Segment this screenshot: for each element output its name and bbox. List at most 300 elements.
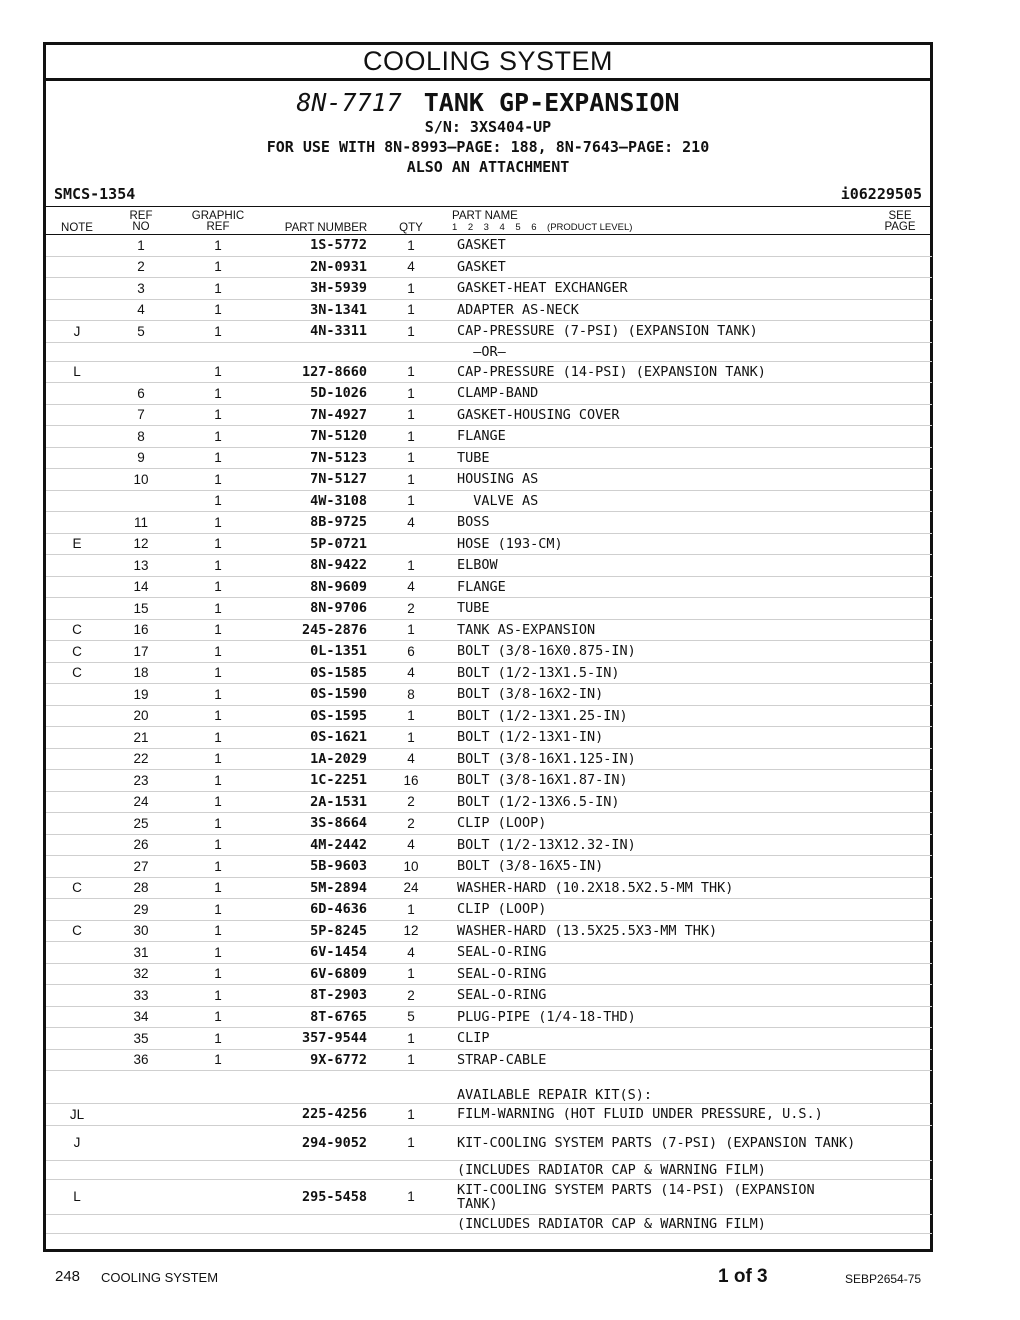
qty-cell: 4 [367,748,455,770]
see-page-cell [862,1006,932,1028]
qty-cell: 1 [367,447,455,469]
see-page-cell [862,555,932,577]
ref-no-cell: 17 [108,641,174,663]
part-name-cell: AVAILABLE REPAIR KIT(S): [455,1071,862,1104]
note-cell [46,598,108,620]
part-number-cell: 4M-2442 [262,834,367,856]
see-page-cell [862,447,932,469]
part-number-cell: 225-4256 [262,1104,367,1126]
ref-no-cell [108,490,174,512]
note-cell [46,856,108,878]
table-row [46,342,932,361]
part-number-cell: 3S-8664 [262,813,367,835]
qty-cell: 1 [367,278,455,300]
part-name-cell: BOLT (3/8-16X1.87-IN) [455,770,862,792]
see-page-cell [862,1179,932,1214]
qty-cell: 8 [367,684,455,706]
ref-no-cell: 4 [108,299,174,321]
note-cell [46,770,108,792]
part-number-cell: 294-9052 [262,1125,367,1160]
qty-cell: 1 [367,321,455,343]
section-title: COOLING SYSTEM [46,45,930,81]
table-row [46,791,932,813]
ref-no-cell [108,1179,174,1214]
table-row [46,727,932,749]
graphic-ref-cell: 1 [174,963,262,985]
ref-no-cell: 36 [108,1049,174,1071]
note-cell [46,278,108,300]
part-name-cell: HOUSING AS [455,469,862,491]
part-number-cell: 8N-9609 [262,576,367,598]
graphic-ref-cell: 1 [174,813,262,835]
part-name-cell: CLIP (LOOP) [455,899,862,921]
see-page-cell [862,1104,932,1126]
part-name-cell: SEAL-O-RING [455,963,862,985]
see-page-cell [862,662,932,684]
part-name-cell: PLUG-PIPE (1/4-18-THD) [455,1006,862,1028]
part-name-cell: ELBOW [455,555,862,577]
ref-no-cell: 30 [108,920,174,942]
see-page-cell [862,1214,932,1233]
part-number-cell: 5D-1026 [262,383,367,405]
part-name-cell: BOLT (1/2-13X6.5-IN) [455,791,862,813]
serial-range: S/N: 3XS404-UP [424,118,552,136]
see-page-cell [862,383,932,405]
note-cell [46,705,108,727]
table-row [46,555,932,577]
graphic-ref-cell: 1 [174,555,262,577]
graphic-ref-cell: 1 [174,1006,262,1028]
note-cell [46,834,108,856]
ref-no-cell: 26 [108,834,174,856]
see-page-cell [862,1160,932,1179]
see-page-cell [862,619,932,641]
ref-no-cell: 22 [108,748,174,770]
qty-cell: 1 [367,1104,455,1126]
part-name-cell: GASKET-HOUSING COVER [455,404,862,426]
footer-doc-id: SEBP2654-75 [845,1272,922,1286]
attachment-note: ALSO AN ATTACHMENT [406,158,570,176]
ref-no-cell: 20 [108,705,174,727]
see-page-cell [862,512,932,534]
graphic-ref-cell: 1 [174,533,262,555]
ref-no-cell [108,1214,174,1233]
see-page-cell [862,877,932,899]
table-row [46,235,932,256]
note-cell [46,748,108,770]
graphic-ref-cell: 1 [174,256,262,278]
note-cell [46,985,108,1007]
table-row [46,1049,932,1071]
part-name-cell: SEAL-O-RING [455,942,862,964]
ref-no-cell [108,1160,174,1179]
see-page-cell [862,469,932,491]
note-cell: E [46,533,108,555]
part-number-cell: 127-8660 [262,361,367,383]
graphic-ref-cell [174,1071,262,1104]
note-cell [46,791,108,813]
note-cell [46,469,108,491]
graphic-ref-cell: 1 [174,899,262,921]
note-cell [46,963,108,985]
graphic-ref-cell: 1 [174,404,262,426]
graphic-ref-cell: 1 [174,278,262,300]
part-name-cell: SEAL-O-RING [455,985,862,1007]
qty-cell: 1 [367,490,455,512]
graphic-ref-cell: 1 [174,662,262,684]
ref-no-cell [108,1125,174,1160]
graphic-ref-cell: 1 [174,383,262,405]
qty-cell: 2 [367,985,455,1007]
graphic-ref-cell: 1 [174,1028,262,1050]
graphic-ref-cell: 1 [174,920,262,942]
graphic-ref-cell [174,1104,262,1126]
part-name-cell: GASKET [455,256,862,278]
see-page-cell [862,235,932,256]
qty-cell: 1 [367,705,455,727]
table-row [46,920,932,942]
qty-cell: 4 [367,834,455,856]
table-row [46,598,932,620]
ref-no-cell: 31 [108,942,174,964]
group-part-number: 8N-7717 [296,88,402,117]
graphic-ref-cell: 1 [174,619,262,641]
ref-no-cell: 28 [108,877,174,899]
note-cell: C [46,662,108,684]
graphic-ref-cell: 1 [174,576,262,598]
part-number-cell: 357-9544 [262,1028,367,1050]
note-cell [46,1049,108,1071]
ref-no-cell: 15 [108,598,174,620]
ref-no-cell: 6 [108,383,174,405]
graphic-ref-cell [174,1160,262,1179]
table-row [46,321,932,343]
group-title [46,89,930,117]
note-cell [46,299,108,321]
footer-page-of: 1 of 3 [718,1266,768,1287]
col-header-part-number: PART NUMBER [284,222,368,234]
qty-cell: 12 [367,920,455,942]
ref-no-cell: 33 [108,985,174,1007]
qty-cell: 24 [367,877,455,899]
table-row [46,1071,932,1104]
graphic-ref-cell: 1 [174,985,262,1007]
part-number-cell: 3H-5939 [262,278,367,300]
note-cell [46,727,108,749]
qty-cell: 2 [367,813,455,835]
ref-no-cell: 27 [108,856,174,878]
ref-no-cell: 18 [108,662,174,684]
see-page-cell [862,813,932,835]
col-header-part-name: PART NAME 1 2 3 4 5 6 (PRODUCT LEVEL) [452,210,633,233]
graphic-ref-cell: 1 [174,1049,262,1071]
part-number-cell [262,1071,367,1104]
part-name-cell: CAP-PRESSURE (7-PSI) (EXPANSION TANK) [455,321,862,343]
ref-no-cell [108,1104,174,1126]
ref-no-cell: 10 [108,469,174,491]
qty-cell: 1 [367,299,455,321]
qty-cell: 2 [367,598,455,620]
see-page-cell [862,256,932,278]
note-cell [46,555,108,577]
note-cell: J [46,321,108,343]
table-row [46,705,932,727]
note-cell [46,426,108,448]
part-name-cell: WASHER-HARD (10.2X18.5X2.5-MM THK) [455,877,862,899]
part-number-cell: 7N-5120 [262,426,367,448]
see-page-cell [862,1028,932,1050]
part-number-cell: 3N-1341 [262,299,367,321]
table-row [46,278,932,300]
see-page-cell [862,641,932,663]
part-number-cell: 8T-2903 [262,985,367,1007]
ref-no-cell: 11 [108,512,174,534]
graphic-ref-cell: 1 [174,641,262,663]
table-row [46,447,932,469]
table-row [46,662,932,684]
see-page-cell [862,278,932,300]
note-cell [46,576,108,598]
part-number-cell: 8N-9706 [262,598,367,620]
part-name-cell: BOLT (1/2-13X1-IN) [455,727,862,749]
graphic-ref-cell: 1 [174,791,262,813]
graphic-ref-cell: 1 [174,684,262,706]
part-name-cell: VALVE AS [455,490,862,512]
part-name-cell: GASKET-HEAT EXCHANGER [455,278,862,300]
qty-cell: 2 [367,791,455,813]
note-cell [46,512,108,534]
part-name-cell: CLIP (LOOP) [455,813,862,835]
note-cell [46,684,108,706]
see-page-cell [862,856,932,878]
ref-no-cell: 9 [108,447,174,469]
qty-cell: 5 [367,1006,455,1028]
part-number-cell: 295-5458 [262,1179,367,1214]
graphic-ref-cell: 1 [174,447,262,469]
part-number-cell: 8B-9725 [262,512,367,534]
graphic-ref-cell: 1 [174,877,262,899]
table-row [46,856,932,878]
table-row [46,1214,932,1233]
table-row [46,1104,932,1126]
ref-no-cell [108,1071,174,1104]
note-cell [46,942,108,964]
ref-no-cell: 35 [108,1028,174,1050]
qty-cell: 4 [367,942,455,964]
see-page-cell [862,748,932,770]
ref-no-cell: 14 [108,576,174,598]
qty-cell: 1 [367,899,455,921]
part-name-cell: CLAMP-BAND [455,383,862,405]
table-row [46,383,932,405]
footer-section: COOLING SYSTEM [101,1270,219,1285]
graphic-ref-cell: 1 [174,361,262,383]
header-rule [46,206,930,207]
table-row [46,770,932,792]
table-row [46,748,932,770]
qty-cell [367,533,455,555]
ref-no-cell: 29 [108,899,174,921]
graphic-ref-cell: 1 [174,834,262,856]
see-page-cell [862,598,932,620]
part-name-cell: BOLT (3/8-16X2-IN) [455,684,862,706]
note-cell: J [46,1125,108,1160]
col-header-see-page: SEE PAGE [884,210,916,233]
smcs-code: SMCS-1354 [54,185,136,203]
graphic-ref-cell: 1 [174,235,262,256]
table-row [46,490,932,512]
table-row [46,877,932,899]
note-cell: C [46,920,108,942]
see-page-cell [862,770,932,792]
part-number-cell: 7N-5127 [262,469,367,491]
see-page-cell [862,490,932,512]
note-cell [46,899,108,921]
part-name-cell: (INCLUDES RADIATOR CAP & WARNING FILM) [455,1160,862,1179]
qty-cell: 1 [367,1179,455,1214]
ref-no-cell: 23 [108,770,174,792]
see-page-cell [862,361,932,383]
qty-cell: 10 [367,856,455,878]
part-name-cell: BOLT (1/2-13X12.32-IN) [455,834,862,856]
ref-no-cell: 19 [108,684,174,706]
see-page-cell [862,705,932,727]
qty-cell: 1 [367,1049,455,1071]
see-page-cell [862,321,932,343]
ref-no-cell: 8 [108,426,174,448]
graphic-ref-cell: 1 [174,490,262,512]
graphic-ref-cell: 1 [174,942,262,964]
qty-cell: 1 [367,727,455,749]
ref-no-cell: 13 [108,555,174,577]
see-page-cell [862,1071,932,1104]
part-number-cell: 5M-2894 [262,877,367,899]
table-row [46,942,932,964]
qty-cell: 6 [367,641,455,663]
ref-no-cell: 21 [108,727,174,749]
note-cell [46,1006,108,1028]
see-page-cell [862,533,932,555]
table-row [46,834,932,856]
part-name-cell: TANK AS-EXPANSION [455,619,862,641]
table-row [46,576,932,598]
illustration-id: i06229505 [840,185,922,203]
ref-no-cell: 32 [108,963,174,985]
graphic-ref-cell: 1 [174,321,262,343]
note-cell [46,447,108,469]
part-number-cell: 4W-3108 [262,490,367,512]
col-header-qty: QTY [399,222,423,234]
note-cell [46,1071,108,1104]
part-number-cell [262,342,367,361]
ref-no-cell [108,361,174,383]
see-page-cell [862,1049,932,1071]
table-row [46,619,932,641]
see-page-cell [862,426,932,448]
graphic-ref-cell: 1 [174,748,262,770]
graphic-ref-cell: 1 [174,598,262,620]
table-row [46,1028,932,1050]
see-page-cell [862,727,932,749]
qty-cell: 16 [367,770,455,792]
part-name-cell: BOSS [455,512,862,534]
part-number-cell: 9X-6772 [262,1049,367,1071]
part-name-cell: FLANGE [455,576,862,598]
part-number-cell: 2N-0931 [262,256,367,278]
part-name-cell: CLIP [455,1028,862,1050]
ref-no-cell: 3 [108,278,174,300]
part-number-cell: 1S-5772 [262,235,367,256]
col-header-graphic-ref: GRAPHIC REF [191,210,245,233]
table-row [46,985,932,1007]
qty-cell [367,1071,455,1104]
qty-cell: 1 [367,426,455,448]
part-name-cell: STRAP-CABLE [455,1049,862,1071]
table-row [46,512,932,534]
qty-cell: 1 [367,963,455,985]
graphic-ref-cell: 1 [174,727,262,749]
qty-cell: 4 [367,662,455,684]
note-cell [46,490,108,512]
table-row [46,361,932,383]
table-row [46,404,932,426]
part-number-cell: 7N-4927 [262,404,367,426]
note-cell: C [46,877,108,899]
part-name-cell: FLANGE [455,426,862,448]
ref-no-cell [108,342,174,361]
qty-cell: 1 [367,235,455,256]
table-row [46,426,932,448]
note-cell [46,383,108,405]
part-name-cell: FILM-WARNING (HOT FLUID UNDER PRESSURE, U.S.) [455,1104,862,1126]
graphic-ref-cell [174,1179,262,1214]
qty-cell: 4 [367,256,455,278]
for-use-with: FOR USE WITH 8N-8993—PAGE: 188, 8N-7643—PAGE: 210 [266,138,710,156]
see-page-cell [862,963,932,985]
ref-no-cell: 34 [108,1006,174,1028]
note-cell [46,235,108,256]
part-name-cell: —OR— [455,342,862,361]
ref-no-cell: 2 [108,256,174,278]
page-frame [43,42,933,1252]
table-row [46,684,932,706]
footer-page-number: 248 [55,1268,81,1285]
part-name-cell: (INCLUDES RADIATOR CAP & WARNING FILM) [455,1214,862,1233]
table-row [46,1125,932,1160]
part-number-cell: 245-2876 [262,619,367,641]
graphic-ref-cell [174,342,262,361]
qty-cell: 1 [367,619,455,641]
ref-no-cell: 25 [108,813,174,835]
part-number-cell: 5P-8245 [262,920,367,942]
table-row [46,1006,932,1028]
table-row [46,813,932,835]
qty-cell: 1 [367,1028,455,1050]
qty-cell [367,342,455,361]
part-number-cell: 6V-1454 [262,942,367,964]
table-row [46,1160,932,1179]
see-page-cell [862,920,932,942]
part-name-cell: KIT-COOLING SYSTEM PARTS (7-PSI) (EXPANSION TANK) [455,1125,862,1160]
part-name-cell: HOSE (193-CM) [455,533,862,555]
note-cell: L [46,361,108,383]
part-name-cell: TUBE [455,447,862,469]
col-header-note: NOTE [61,222,93,234]
graphic-ref-cell [174,1214,262,1233]
ref-no-cell: 7 [108,404,174,426]
part-number-cell: 0S-1621 [262,727,367,749]
note-cell [46,813,108,835]
